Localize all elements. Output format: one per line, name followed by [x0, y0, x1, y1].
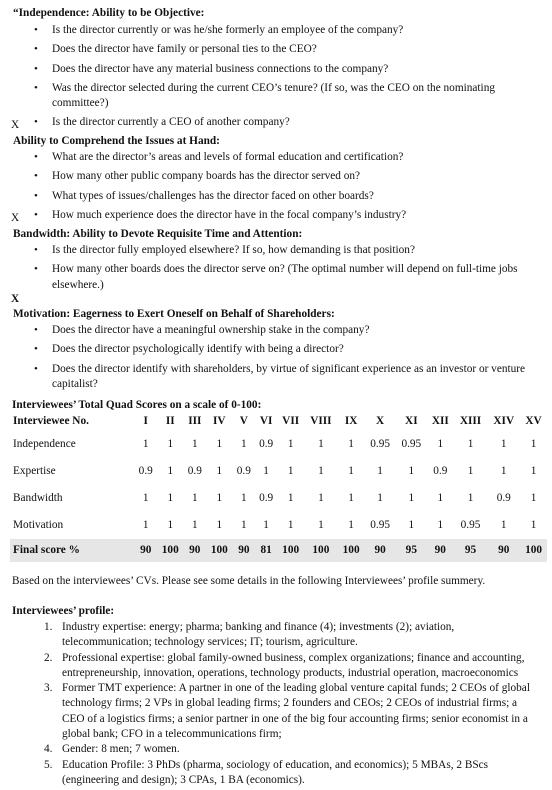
table-header-row [10, 413, 547, 431]
score-cell: 1 [287, 491, 294, 504]
score-cell: 0.9 [138, 464, 153, 477]
score-cell: 1 [530, 491, 537, 504]
score-cell: 1 [467, 464, 474, 477]
bullet-icon: • [34, 170, 38, 183]
table-header-label: Interviewee No. [13, 415, 89, 428]
final-score-cell: 100 [277, 539, 304, 562]
table-row [10, 431, 547, 458]
column-header: III [188, 415, 202, 428]
list-item-text: How many other public company boards has the director served on? [52, 170, 361, 183]
final-score-cell: 90 [365, 539, 396, 562]
score-cell: 1 [216, 491, 223, 504]
list-item-text: Does the director identify with shareholders, by virtue of significant experience as an investor or venture capitalist? [52, 362, 526, 390]
score-cell: 1 [287, 437, 294, 450]
final-score-cell: 90 [184, 539, 206, 562]
list-item [0, 115, 552, 130]
bullet-icon: • [34, 116, 38, 129]
list-item-text: What types of issues/challenges has the director faced on other boards? [52, 189, 374, 202]
score-cell: 1 [167, 437, 174, 450]
score-cell: 1 [191, 491, 198, 504]
list-item [0, 758, 552, 789]
column-header: X [376, 415, 385, 428]
score-cell: 1 [530, 464, 537, 477]
score-cell: 1 [318, 437, 324, 450]
score-cell: 1 [241, 518, 247, 531]
score-cell: 1 [530, 437, 537, 450]
score-cell: 0.9 [496, 491, 511, 504]
score-cell: 1 [142, 518, 149, 531]
list-item-text: What are the director’s areas and levels of formal education and certification? [52, 151, 404, 163]
score-cell: 1 [241, 437, 247, 450]
final-score-cell: 90 [427, 539, 454, 562]
score-cell: 1 [408, 518, 415, 531]
list-item-text: How many other boards does the director serve on? (The optimal number will depend on full-time jobs elsewhere.) [52, 263, 518, 291]
column-header: XII [431, 415, 449, 428]
score-cell: 1 [348, 491, 354, 504]
column-header: VII [282, 415, 300, 428]
table-row [10, 485, 547, 512]
list-item [0, 323, 552, 338]
score-cell: 1 [467, 437, 474, 450]
bullet-icon: • [34, 362, 38, 375]
score-cell: 1 [263, 518, 269, 531]
column-header: IX [344, 415, 358, 428]
final-score-cell: 100 [304, 539, 338, 562]
column-header: XI [405, 415, 418, 428]
column-header: I [143, 415, 148, 428]
score-cell: 1 [216, 518, 223, 531]
score-cell: 1 [216, 464, 223, 477]
row-label: Motivation [13, 518, 64, 531]
score-cell: 1 [500, 464, 507, 477]
bullet-icon: • [34, 189, 38, 202]
score-cell: 1 [167, 464, 174, 477]
list-item [0, 620, 552, 651]
list-item-text: Former TMT experience: A partner in one of the leading global venture capital funds; 2 CEOs of global technology firms; 2 VPs in global leading firms; 2 founders and CEOs; 2 CEOs of industrial firms; a CEO of a logistics firms; a senior partner in one of the big four accounting firms; senior economist in a global bank; CFO in a telecommunications firm; [62, 682, 530, 741]
list-item [0, 169, 552, 184]
list-item [0, 651, 552, 682]
score-cell: 1 [377, 464, 383, 477]
list-item-text: How much experience does the director have in the focal company’s industry? [52, 208, 407, 221]
list-item-text: Professional expertise: global family-owned business, complex organizations; finance and accounting, entrepreneurship, innovation, operations, technology products, industrial operation, macroeconomics [62, 651, 525, 679]
section-marker: X [11, 212, 20, 224]
list-item-text: Does the director psychologically identify with being a director? [52, 343, 344, 356]
score-cell: 1 [437, 437, 444, 450]
bullet-icon: • [34, 151, 38, 163]
score-cell: 1 [318, 518, 324, 531]
score-cell: 1 [287, 518, 294, 531]
profile-heading: Interviewees’ profile: [12, 605, 115, 617]
profile-list [0, 620, 552, 788]
column-header: XIV [493, 415, 515, 428]
final-score-cell: 90 [135, 539, 157, 562]
bullet-icon: • [34, 343, 38, 356]
list-item [0, 681, 552, 742]
score-cell: 1 [408, 491, 415, 504]
score-cell: 0.95 [370, 437, 390, 450]
section-heading: Ability to Comprehend the Issues at Hand: [13, 135, 220, 147]
bullet-icon: • [34, 24, 38, 36]
list-number: 4. [44, 743, 53, 756]
score-cell: 1 [348, 437, 354, 450]
score-cell: 1 [348, 464, 354, 477]
list-item [0, 742, 552, 757]
list-item-text: Industry expertise: energy; pharma; banking and finance (4); investments (2); aviation, telecommunication; technology services; IT; tourism, agriculture. [62, 621, 455, 649]
list-item-text: Is the director fully employed elsewhere? If so, how demanding is that position? [52, 244, 415, 256]
score-cell: 1 [191, 518, 198, 531]
row-label: Expertise [13, 464, 56, 477]
bullet-list [0, 150, 552, 227]
list-item [0, 81, 552, 112]
list-item-text: Does the director have a meaningful ownership stake in the company? [52, 324, 370, 336]
column-header: VIII [310, 415, 332, 428]
score-cell: 1 [500, 518, 507, 531]
table-row [10, 458, 547, 485]
list-item-text: Does the director have any material business connections to the company? [52, 62, 389, 75]
score-cell: 0.9 [187, 464, 202, 477]
column-header: XV [525, 415, 542, 428]
bullet-list [0, 23, 552, 135]
score-cell: 1 [167, 491, 174, 504]
score-cell: 1 [191, 437, 198, 450]
score-cell: 1 [437, 491, 444, 504]
score-cell: 1 [348, 518, 354, 531]
table-title: Interviewees’ Total Quad Scores on a scale of 0-100: [12, 399, 262, 411]
table-note: Based on the interviewees’ CVs. Please see some details in the following Interviewees’ profile summery. [12, 575, 486, 587]
bullet-icon: • [34, 324, 38, 336]
list-item-text: Was the director selected during the current CEO’s tenure? (If so, was the CEO on the nominating committee?) [52, 81, 495, 110]
bullet-icon: • [34, 208, 38, 221]
table-row [10, 512, 547, 539]
bullet-icon: • [34, 62, 38, 75]
score-cell: 1 [318, 464, 324, 477]
final-score-cell: 90 [487, 539, 520, 562]
row-label: Bandwidth [13, 491, 63, 504]
bullet-icon: • [34, 244, 38, 256]
score-cell: 1 [167, 518, 174, 531]
list-item-text: Is the director currently or was he/she formerly an employee of the company? [52, 24, 404, 36]
list-item [0, 62, 552, 77]
score-cell: 1 [216, 437, 223, 450]
final-score-cell: 100 [157, 539, 184, 562]
column-header: VI [259, 415, 273, 428]
section-heading: Bandwidth: Ability to Devote Requisite Time and Attention: [13, 228, 303, 240]
bullet-list [0, 243, 552, 297]
list-number: 1. [44, 621, 53, 633]
list-number: 5. [44, 758, 53, 771]
final-score-cell: 81 [255, 539, 277, 562]
score-cell: 0.95 [401, 437, 422, 450]
list-item-text: Gender: 8 men; 7 women. [62, 743, 180, 756]
bullet-icon: • [34, 81, 38, 94]
section-marker: X [11, 293, 20, 305]
column-header: V [239, 415, 248, 428]
score-cell: 1 [437, 518, 444, 531]
column-header: XIII [459, 415, 482, 428]
column-header: IV [213, 415, 226, 428]
final-score-cell: 100 [520, 539, 547, 562]
section-marker: X [11, 119, 20, 131]
score-cell: 1 [408, 464, 415, 477]
scores-table [10, 413, 547, 562]
section-heading: Motivation: Eagerness to Exert Oneself on Behalf of Shareholders: [13, 308, 335, 320]
score-cell: 1 [142, 437, 149, 450]
list-item-text: Education Profile: 3 PhDs (pharma, sociology of education, and economics); 5 MBAs, 2 BScs (engineering and design); 3 CPAs, 1 BA (economics). [62, 758, 489, 786]
final-score-cell: 90 [233, 539, 255, 562]
score-cell: 0.95 [370, 518, 390, 531]
list-item [0, 342, 552, 357]
score-cell: 1 [467, 491, 474, 504]
list-item-text: Does the director have family or personal ties to the CEO? [52, 43, 317, 56]
final-score-row [10, 539, 547, 562]
final-score-cell: 100 [338, 539, 365, 562]
section-heading: “Independence: Ability to be Objective: [13, 7, 205, 19]
list-item [0, 208, 552, 223]
list-item [0, 189, 552, 204]
score-cell: 0.9 [259, 491, 274, 504]
list-item [0, 243, 552, 258]
score-cell: 0.9 [433, 464, 448, 477]
score-cell: 0.95 [460, 518, 481, 531]
list-item-text: Is the director currently a CEO of another company? [52, 116, 290, 129]
table-body [10, 431, 547, 562]
final-score-cell: 100 [206, 539, 233, 562]
list-number: 3. [44, 682, 53, 695]
column-header: II [165, 415, 175, 428]
bullet-icon: • [34, 43, 38, 56]
list-item [0, 150, 552, 165]
score-cell: 1 [500, 437, 507, 450]
list-item [0, 262, 552, 293]
score-cell: 1 [318, 491, 324, 504]
row-label: Final score % [10, 539, 135, 562]
list-item [0, 42, 552, 57]
final-score-cell: 95 [396, 539, 427, 562]
list-item [0, 23, 552, 38]
score-cell: 1 [287, 464, 294, 477]
score-cell: 1 [142, 491, 149, 504]
row-label: Independence [13, 437, 76, 450]
bullet-icon: • [34, 263, 38, 276]
score-cell: 1 [241, 491, 247, 504]
score-cell: 0.9 [236, 464, 251, 477]
final-score-cell: 95 [454, 539, 488, 562]
list-number: 2. [44, 651, 53, 664]
bullet-list [0, 323, 552, 396]
score-cell: 1 [263, 464, 269, 477]
score-cell: 1 [530, 518, 537, 531]
score-cell: 1 [377, 491, 383, 504]
list-item [0, 362, 552, 393]
score-cell: 0.9 [259, 437, 274, 450]
